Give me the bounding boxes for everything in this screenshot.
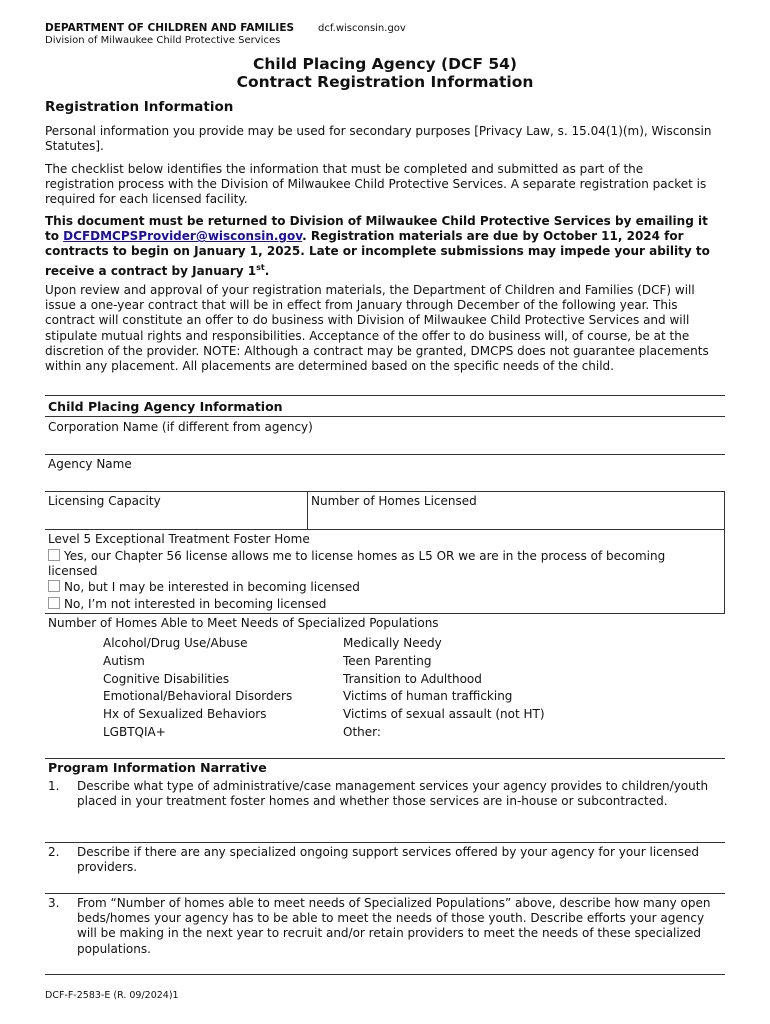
- narrative-answer-2[interactable]: [45, 877, 725, 892]
- website-url: dcf.wisconsin.gov: [318, 23, 406, 34]
- corporation-rule: [45, 454, 725, 455]
- populations-label: Number of Homes Able to Meet Needs of Specialized Populations: [48, 616, 439, 630]
- division-name: Division of Milwaukee Child Protective Services: [45, 35, 281, 46]
- population-item: Alcohol/Drug Use/Abuse: [103, 636, 248, 650]
- population-item: LGBTQIA+: [103, 724, 166, 739]
- privacy-notice: Personal information you provide may be used for secondary purposes [Privacy Law, s. 15.04(1)(m), Wisconsin Statutes].: [45, 124, 712, 154]
- population-item: Emotional/Behavioral Disorders: [103, 689, 293, 704]
- narrative-number-3: 3.: [48, 896, 60, 910]
- right-border: [724, 491, 725, 613]
- agency-name-label: Agency Name: [48, 457, 132, 471]
- department-name: DEPARTMENT OF CHILDREN AND FAMILIES: [45, 22, 295, 34]
- population-item: Teen Parenting: [343, 653, 432, 668]
- heading-rule: [45, 416, 725, 417]
- level5-yes-text: Yes, our Chapter 56 license allows me to license homes as L5 OR we are in the process of becoming: [64, 549, 666, 563]
- corporation-name-field[interactable]: [45, 435, 725, 453]
- agency-info-heading: Child Placing Agency Information: [48, 399, 283, 414]
- provider-email-link[interactable]: DCFDMCPSProvider@wisconsin.gov: [63, 229, 303, 244]
- corporation-name-label: Corporation Name (if different from agency): [48, 420, 313, 434]
- level5-no-text: No, I’m not interested in becoming licensed: [64, 597, 327, 611]
- return-text-1: This document must be returned to Division of Milwaukee Child Protective Services by emailing it to: [45, 214, 708, 244]
- population-item: Transition to Adulthood: [343, 671, 482, 686]
- population-item: Victims of human trafficking: [343, 689, 513, 704]
- level5-option-maybe[interactable]: [48, 580, 360, 594]
- agency-rule: [45, 491, 725, 492]
- populations-left-column: [103, 635, 292, 742]
- population-item: Medically Needy: [343, 636, 442, 650]
- narrative-question-1: Describe what type of administrative/case management services your agency provides to children/youth placed in your treatment foster homes and whether those services are in-house or subcontracted.: [77, 779, 709, 809]
- level5-option-yes[interactable]: [48, 549, 708, 579]
- level5-rule: [45, 613, 725, 614]
- checklist-paragraph: The checklist below identifies the information that must be completed and submitted as part of the registration process with the Division of Milwaukee Child Protective Services. A separate registration packet is required for each licensed facility.: [45, 162, 707, 207]
- licensing-capacity-field[interactable]: [45, 510, 307, 528]
- narrative-answer-3[interactable]: [45, 958, 725, 973]
- narrative-rule-1: [45, 842, 725, 843]
- licensing-capacity-label: Licensing Capacity: [48, 494, 161, 508]
- narrative-number-2: 2.: [48, 845, 60, 859]
- capacity-rule: [45, 529, 725, 530]
- return-instructions: [45, 214, 715, 279]
- narrative-question-2: Describe if there are any specialized ongoing support services offered by your agency for your licensed providers.: [77, 845, 700, 875]
- narrative-rule-3: [45, 974, 725, 975]
- level5-yes-text-2: licensed: [48, 564, 98, 578]
- level5-maybe-text: No, but I may be interested in becoming licensed: [64, 580, 360, 594]
- narrative-number-1: 1.: [48, 779, 60, 793]
- return-text-2: . Registration materials are due by October 11, 2024 for contracts to begin on January 1, 2025. Late or incomplete submissions may impede your ability to receive a contract by January 1: [45, 229, 710, 278]
- checkbox-no[interactable]: [48, 597, 60, 609]
- narrative-rule-2: [45, 893, 725, 894]
- population-item: Cognitive Disabilities: [103, 671, 230, 686]
- checkbox-maybe[interactable]: [48, 580, 60, 592]
- narrative-question-3: From “Number of homes able to meet needs of Specialized Populations” above, describe how many open beds/homes your agency has to be able to meet the needs of those youth. Describe efforts your agency will be making in the next year to recruit and/or retain providers to meet the needs of these specialized populations.: [77, 896, 711, 956]
- document-title-line2: Contract Registration Information: [236, 73, 534, 91]
- population-item: Other:: [343, 724, 381, 739]
- level5-option-no[interactable]: [48, 597, 326, 611]
- section-rule-top: [45, 395, 725, 396]
- document-title-line1: Child Placing Agency (DCF 54): [253, 55, 517, 73]
- population-item: Victims of sexual assault (not HT): [343, 707, 545, 722]
- populations-right-column: [343, 635, 545, 742]
- narrative-answer-1[interactable]: [45, 826, 725, 841]
- narrative-heading: Program Information Narrative: [48, 760, 267, 775]
- homes-licensed-label: Number of Homes Licensed: [311, 494, 477, 508]
- registration-heading: Registration Information: [45, 99, 234, 115]
- population-item: Hx of Sexualized Behaviors: [103, 707, 267, 722]
- narrative-rule-top: [45, 758, 725, 759]
- homes-licensed-field[interactable]: [308, 510, 724, 528]
- form-number-footer: DCF-F-2583-E (R. 09/2024)1: [45, 990, 179, 1001]
- level5-label: Level 5 Exceptional Treatment Foster Home: [48, 532, 310, 546]
- return-end: .: [264, 263, 270, 278]
- population-item: Autism: [103, 653, 145, 668]
- checkbox-yes[interactable]: [48, 549, 60, 561]
- approval-paragraph: Upon review and approval of your registration materials, the Department of Children and Families (DCF) will issue a one-year contract that will be in effect from January through December of the following year. This contract will constitute an offer to do business with Division of Milwaukee Child Protective Services and will stipulate mutual rights and responsibilities. Acceptance of the offer to do business will, of course, be at the discretion of the provider. NOTE: Although a contract may be granted, DMCPS does not guarantee placements within any placement. All placements are determined based on the specific needs of the child.: [45, 283, 709, 374]
- return-sup: st: [256, 262, 265, 272]
- agency-name-field[interactable]: [45, 472, 725, 490]
